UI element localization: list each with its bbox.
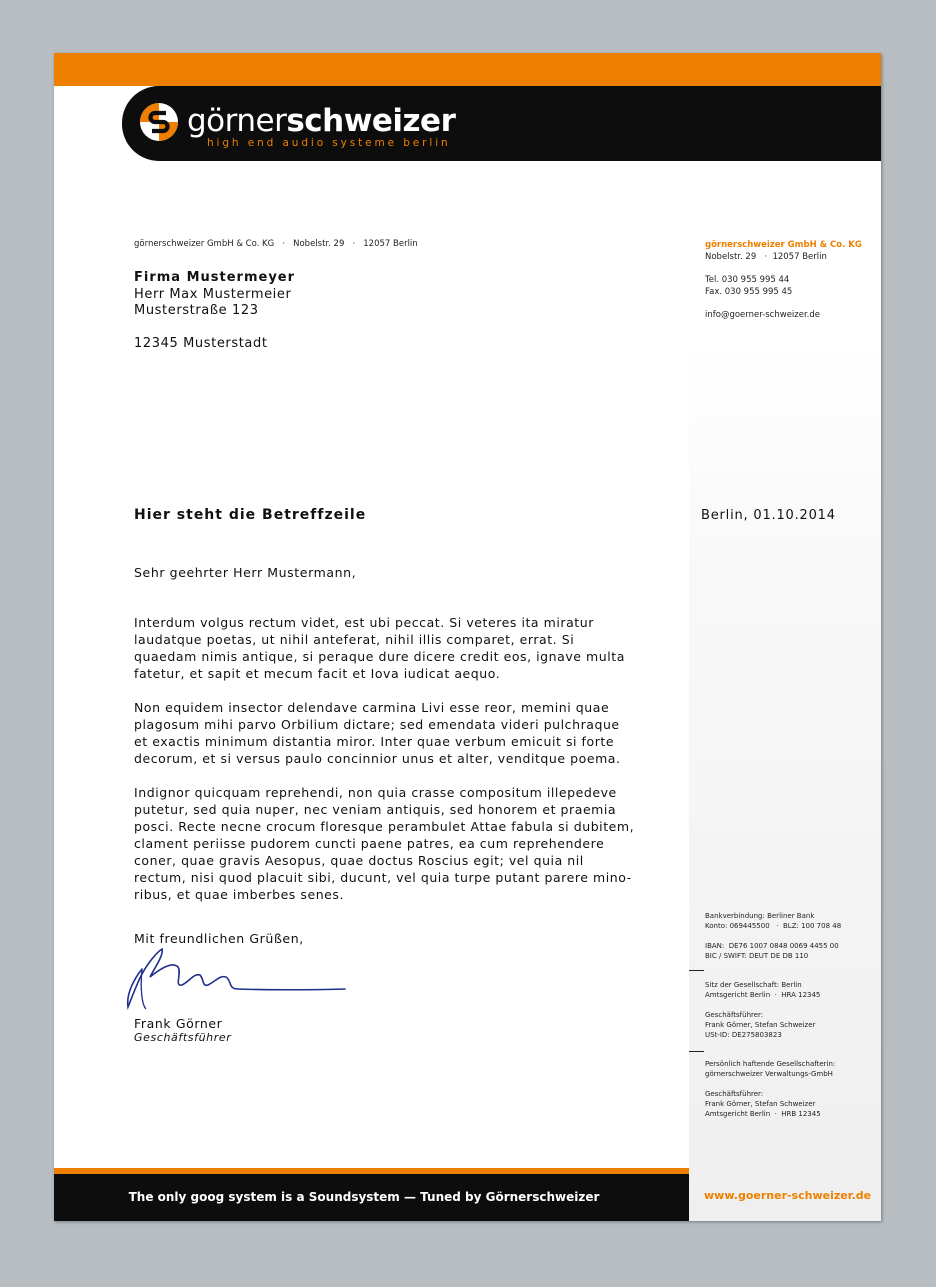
body-line: laudatque poetas, ut nihil anteferat, nihil illis comparet, errat. Si	[134, 632, 575, 647]
partner-block	[705, 1059, 875, 1079]
legal-line: Persönlich haftende Gesellschafterin:	[705, 1060, 836, 1068]
body-line: Non equidem insector delendave carmina Livi esse reor, memini quae	[134, 700, 610, 715]
gs-logo-icon	[139, 102, 179, 142]
body-line: ribus, et quae imberbes senes.	[134, 887, 344, 902]
body-paragraph	[134, 614, 664, 682]
signer-name: Frank Görner	[134, 1016, 223, 1031]
brand-name-light: görner	[187, 103, 287, 139]
letter-body	[134, 614, 664, 920]
legal-line: BIC / SWIFT: DEUT DE DB 110	[705, 952, 809, 960]
recipient-street: Musterstraße 123	[134, 303, 259, 318]
brand-wordmark	[187, 102, 455, 140]
legal-info	[705, 911, 875, 1129]
letter-page	[54, 53, 881, 1221]
brand-name-bold: schweizer	[286, 103, 456, 139]
header-orange-band	[54, 53, 881, 86]
legal-line: IBAN: DE76 1007 0848 0069 4455 00	[705, 942, 839, 950]
legal-line: görnerschweizer Verwaltungs-GmbH	[705, 1070, 833, 1078]
legal-line: Bankverbindung: Berliner Bank	[705, 912, 815, 920]
contact-fax: Fax. 030 955 995 45	[705, 287, 793, 297]
contact-email: info@goerner-schweizer.de	[705, 310, 821, 320]
body-line: decorum, et si versus paulo concinnior unus et alter, venditque poema.	[134, 751, 621, 766]
contact-company: görnerschweizer GmbH & Co. KG	[705, 240, 862, 250]
contact-address: Nobelstr. 29 · 12057 Berlin	[705, 252, 827, 262]
body-line: rectum, nisi quod placuit sibi, ducunt, vel quia turpe putant parere mino-	[134, 870, 632, 885]
legal-line: Konto: 069445500 · BLZ: 100 708 48	[705, 922, 842, 930]
legal-line: USt-ID: DE275803823	[705, 1031, 782, 1039]
signature-icon	[120, 939, 350, 1019]
body-line: posci. Recte necne crocum floresque perambulet Attae fabula si dubitem,	[134, 819, 635, 834]
body-line: plagosum mihi parvo Orbilium dictare; sed emendata videri pulchraque	[134, 717, 620, 732]
legal-divider	[689, 970, 704, 971]
managers-block	[705, 1010, 875, 1040]
brand-tagline: high end audio systeme berlin	[207, 137, 451, 149]
sender-contact	[705, 239, 862, 321]
contact-tel: Tel. 030 955 995 44	[705, 275, 790, 285]
legal-line: Frank Görner, Stefan Schweizer	[705, 1021, 816, 1029]
legal-line: Amtsgericht Berlin · HRA 12345	[705, 991, 821, 999]
legal-line: Geschäftsführer:	[705, 1090, 764, 1098]
body-line: et exactis minimum distantia miror. Inter quae verbum emicuit si forte	[134, 734, 615, 749]
recipient-name: Herr Max Mustermeier	[134, 286, 292, 302]
body-paragraph	[134, 784, 664, 903]
body-paragraph	[134, 699, 664, 767]
iban-details	[705, 941, 875, 961]
body-line: putetur, sed quia nuper, nec veniam antiquis, sed honorem et praemia	[134, 802, 617, 817]
recipient-address	[134, 270, 295, 352]
body-line: fatetur, et sapit et mecum facit et Iova iudicat aequo.	[134, 666, 501, 681]
body-line: coner, quae gravis Aesopus, quae doctus Roscius egit; vel quia nil	[134, 853, 584, 868]
salutation: Sehr geehrter Herr Mustermann,	[134, 565, 357, 580]
legal-line: Amtsgericht Berlin · HRB 12345	[705, 1110, 821, 1118]
bank-details	[705, 911, 875, 931]
sender-return-line: görnerschweizer GmbH & Co. KG · Nobelstr. 29 · 12057 Berlin	[134, 239, 418, 249]
body-line: quaedam nimis antique, si peraque dure dicere credit eos, ignave multa	[134, 649, 625, 664]
signer-title: Geschäftsführer	[134, 1031, 232, 1044]
body-line: Indignor quicquam reprehendi, non quia crasse compositum illepedeve	[134, 785, 617, 800]
body-line: Interdum volgus rectum videt, est ubi peccat. Si veteres ita miratur	[134, 615, 594, 630]
closing: Mit freundlichen Grüßen,	[134, 931, 304, 946]
footer-website-link[interactable]: www.goerner-schweizer.de	[704, 1189, 872, 1202]
letter-date: Berlin, 01.10.2014	[701, 508, 836, 523]
recipient-city: 12345 Musterstadt	[134, 335, 268, 351]
footer-slogan	[54, 1174, 744, 1221]
footer-slogan-text: The only goog system is a Soundsystem — Tuned by Görnerschweizer	[128, 1190, 600, 1204]
legal-line: Sitz der Gesellschaft: Berlin	[705, 981, 802, 989]
subject-line: Hier steht die Betreffzeile	[134, 507, 367, 523]
legal-divider	[689, 1051, 704, 1052]
body-line: clament periisse pudorem cuncti paene patres, ea cum reprehendere	[134, 836, 605, 851]
legal-line: Frank Görner, Stefan Schweizer	[705, 1100, 816, 1108]
recipient-company: Firma Mustermeyer	[134, 270, 296, 285]
legal-line: Geschäftsführer:	[705, 1011, 764, 1019]
company-seat	[705, 980, 875, 1000]
managers-block-2	[705, 1089, 875, 1119]
